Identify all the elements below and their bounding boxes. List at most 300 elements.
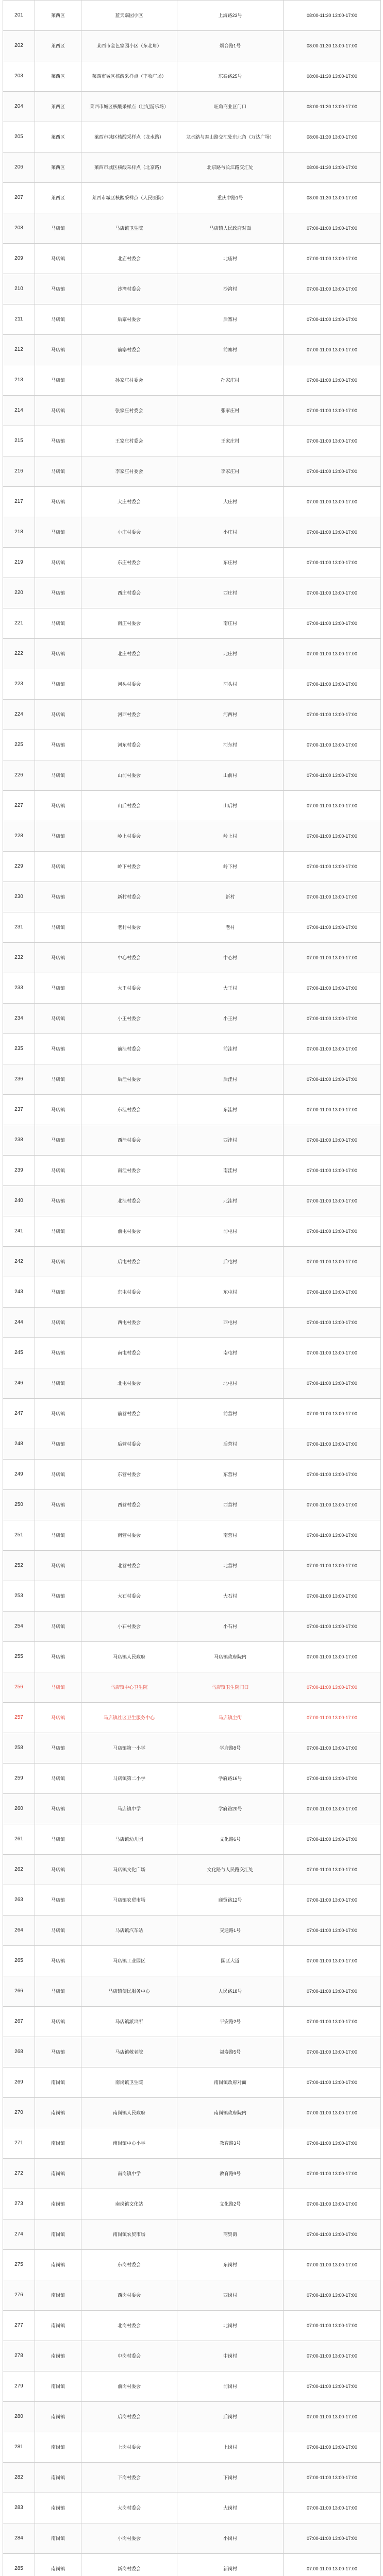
site-name-cell: 小王村委会: [81, 1004, 177, 1034]
district-cell: 马店镇: [35, 1338, 81, 1368]
district-cell: 马店镇: [35, 426, 81, 456]
address-cell: 北营村: [177, 1551, 284, 1581]
hours-cell: 07:00-11:00 13:00-17:00: [284, 760, 381, 791]
address-cell: 下岗村: [177, 2463, 284, 2493]
site-name-cell: 马店镇人民政府: [81, 1642, 177, 1672]
address-cell: 教育路9号: [177, 2159, 284, 2189]
address-cell: 北庙村: [177, 244, 284, 274]
row-number: 237: [3, 1095, 35, 1125]
site-name-cell: 南岗镇中心小学: [81, 2128, 177, 2159]
table-row: [3, 1733, 381, 1764]
table-row: [3, 487, 381, 517]
table-row: [3, 244, 381, 274]
table-row: [3, 1034, 381, 1064]
row-number: 239: [3, 1156, 35, 1186]
address-cell: 上岗村: [177, 2432, 284, 2463]
row-number: 234: [3, 1004, 35, 1034]
table-row: [3, 1764, 381, 1794]
table-row: [3, 2280, 381, 2311]
district-cell: 南岗镇: [35, 2067, 81, 2098]
table-row: [3, 2463, 381, 2493]
sampling-site-table: [3, 0, 380, 2576]
row-number: 217: [3, 487, 35, 517]
hours-cell: 07:00-11:00 13:00-17:00: [284, 1581, 381, 1612]
district-cell: 南岗镇: [35, 2554, 81, 2576]
address-cell: 王家庄村: [177, 426, 284, 456]
district-cell: 马店镇: [35, 1946, 81, 1976]
site-name-cell: 后屯村委会: [81, 1247, 177, 1277]
district-cell: 马店镇: [35, 1004, 81, 1034]
address-cell: 山前村: [177, 760, 284, 791]
hours-cell: 07:00-11:00 13:00-17:00: [284, 487, 381, 517]
row-number: 269: [3, 2067, 35, 2098]
site-name-cell: 马店镇第一小学: [81, 1733, 177, 1764]
row-number: 221: [3, 608, 35, 639]
district-cell: 马店镇: [35, 973, 81, 1004]
address-cell: 东庄村: [177, 548, 284, 578]
row-number: 202: [3, 31, 35, 61]
row-number: 244: [3, 1308, 35, 1338]
address-cell: 商贸路12号: [177, 1885, 284, 1916]
address-cell: 新岗村: [177, 2554, 284, 2576]
row-number: 231: [3, 912, 35, 943]
district-cell: 南岗镇: [35, 2159, 81, 2189]
hours-cell: 07:00-11:00 13:00-17:00: [284, 669, 381, 700]
row-number: 252: [3, 1551, 35, 1581]
hours-cell: 07:00-11:00 13:00-17:00: [284, 730, 381, 760]
district-cell: 南岗镇: [35, 2250, 81, 2280]
address-cell: 孙家庄村: [177, 365, 284, 396]
hours-cell: 07:00-11:00 13:00-17:00: [284, 1368, 381, 1399]
table-row: [3, 1672, 381, 1703]
district-cell: 莱西区: [35, 152, 81, 183]
row-number: 260: [3, 1794, 35, 1824]
row-number: 270: [3, 2098, 35, 2128]
hours-cell: 07:00-11:00 13:00-17:00: [284, 426, 381, 456]
row-number: 211: [3, 304, 35, 335]
site-name-cell: 马店镇文化广场: [81, 1855, 177, 1885]
address-cell: 前寨村: [177, 335, 284, 365]
hours-cell: 07:00-11:00 13:00-17:00: [284, 1460, 381, 1490]
site-name-cell: 西屯村委会: [81, 1308, 177, 1338]
site-name-cell: 蓝天嘉园小区: [81, 1, 177, 31]
district-cell: 马店镇: [35, 304, 81, 335]
site-name-cell: 西岗村委会: [81, 2280, 177, 2311]
address-cell: 商贸街: [177, 2219, 284, 2250]
district-cell: 南岗镇: [35, 2402, 81, 2432]
table-row: [3, 1612, 381, 1642]
site-name-cell: 马店镇中心卫生院: [81, 1672, 177, 1703]
hours-cell: 07:00-11:00 13:00-17:00: [284, 2067, 381, 2098]
hours-cell: 07:00-11:00 13:00-17:00: [284, 1490, 381, 1520]
address-cell: 北庄村: [177, 639, 284, 669]
address-cell: 南营村: [177, 1520, 284, 1551]
table-row: [3, 730, 381, 760]
site-name-cell: 马店镇中学: [81, 1794, 177, 1824]
row-number: 213: [3, 365, 35, 396]
site-name-cell: 后寨村委会: [81, 304, 177, 335]
district-cell: 马店镇: [35, 1095, 81, 1125]
table-row: [3, 92, 381, 122]
table-row: [3, 608, 381, 639]
address-cell: 平安路2号: [177, 2007, 284, 2037]
row-number: 283: [3, 2493, 35, 2523]
table-row: [3, 1824, 381, 1855]
district-cell: 马店镇: [35, 1247, 81, 1277]
hours-cell: 07:00-11:00 13:00-17:00: [284, 2128, 381, 2159]
address-cell: 上海路23号: [177, 1, 284, 31]
district-cell: 南岗镇: [35, 2493, 81, 2523]
site-name-cell: 东屯村委会: [81, 1277, 177, 1308]
address-cell: 重庆中路1号: [177, 183, 284, 213]
district-cell: 马店镇: [35, 1581, 81, 1612]
site-name-cell: 莱西市金色家园小区（东北角）: [81, 31, 177, 61]
table-row: [3, 1581, 381, 1612]
site-name-cell: 小石村委会: [81, 1612, 177, 1642]
district-cell: 马店镇: [35, 1672, 81, 1703]
row-number: 232: [3, 943, 35, 973]
address-cell: 前屯村: [177, 1216, 284, 1247]
site-name-cell: 莱西市城区核酸采样点（龙水路）: [81, 122, 177, 152]
hours-cell: 07:00-11:00 13:00-17:00: [284, 791, 381, 821]
table-row: [3, 821, 381, 852]
site-name-cell: 东岗村委会: [81, 2250, 177, 2280]
district-cell: 南岗镇: [35, 2189, 81, 2219]
address-cell: 马店镇主街: [177, 1703, 284, 1733]
district-cell: 马店镇: [35, 1520, 81, 1551]
hours-cell: 07:00-11:00 13:00-17:00: [284, 396, 381, 426]
row-number: 230: [3, 882, 35, 912]
district-cell: 马店镇: [35, 2037, 81, 2067]
hours-cell: 08:00-11:30 13:00-17:00: [284, 183, 381, 213]
hours-cell: 07:00-11:00 13:00-17:00: [284, 578, 381, 608]
table-row: [3, 760, 381, 791]
address-cell: 学府路16号: [177, 1764, 284, 1794]
site-name-cell: 北庙村委会: [81, 244, 177, 274]
address-cell: 烟台路1号: [177, 31, 284, 61]
site-name-cell: 北营村委会: [81, 1551, 177, 1581]
district-cell: 南岗镇: [35, 2280, 81, 2311]
row-number: 282: [3, 2463, 35, 2493]
address-cell: 李家庄村: [177, 456, 284, 487]
table-row: [3, 2037, 381, 2067]
row-number: 254: [3, 1612, 35, 1642]
table-row: [3, 1399, 381, 1429]
address-cell: 岭下村: [177, 852, 284, 882]
table-row: [3, 700, 381, 730]
district-cell: 马店镇: [35, 821, 81, 852]
address-cell: 大王村: [177, 973, 284, 1004]
row-number: 247: [3, 1399, 35, 1429]
address-cell: 岭上村: [177, 821, 284, 852]
address-cell: 西岗村: [177, 2280, 284, 2311]
site-name-cell: 河西村委会: [81, 700, 177, 730]
row-number: 220: [3, 578, 35, 608]
site-name-cell: 岭上村委会: [81, 821, 177, 852]
address-cell: 西庄村: [177, 578, 284, 608]
table-row: [3, 426, 381, 456]
hours-cell: 07:00-11:00 13:00-17:00: [284, 456, 381, 487]
site-name-cell: 南岗镇人民政府: [81, 2098, 177, 2128]
address-cell: 后寨村: [177, 304, 284, 335]
hours-cell: 07:00-11:00 13:00-17:00: [284, 1976, 381, 2007]
row-number: 271: [3, 2128, 35, 2159]
district-cell: 马店镇: [35, 396, 81, 426]
table-row: [3, 2250, 381, 2280]
district-cell: 莱西区: [35, 183, 81, 213]
table-row: [3, 2159, 381, 2189]
site-name-cell: 莱西市城区核酸采样点（世纪游乐场）: [81, 92, 177, 122]
address-cell: 北洼村: [177, 1186, 284, 1216]
row-number: 215: [3, 426, 35, 456]
district-cell: 马店镇: [35, 1186, 81, 1216]
row-number: 219: [3, 548, 35, 578]
row-number: 278: [3, 2341, 35, 2371]
table-row: [3, 1703, 381, 1733]
hours-cell: 07:00-11:00 13:00-17:00: [284, 1794, 381, 1824]
row-number: 264: [3, 1916, 35, 1946]
site-name-cell: 马店镇第二小学: [81, 1764, 177, 1794]
district-cell: 南岗镇: [35, 2523, 81, 2554]
table-row: [3, 365, 381, 396]
hours-cell: 07:00-11:00 13:00-17:00: [284, 912, 381, 943]
table-row: [3, 852, 381, 882]
district-cell: 马店镇: [35, 1551, 81, 1581]
site-name-cell: 张家庄村委会: [81, 396, 177, 426]
district-cell: 马店镇: [35, 639, 81, 669]
table-row: [3, 639, 381, 669]
site-name-cell: 东洼村委会: [81, 1095, 177, 1125]
row-number: 275: [3, 2250, 35, 2280]
site-name-cell: 后岗村委会: [81, 2402, 177, 2432]
address-cell: 山后村: [177, 791, 284, 821]
table-row: [3, 1308, 381, 1338]
row-number: 262: [3, 1855, 35, 1885]
district-cell: 马店镇: [35, 1399, 81, 1429]
district-cell: 马店镇: [35, 1368, 81, 1399]
hours-cell: 07:00-11:00 13:00-17:00: [284, 1277, 381, 1308]
table-row: [3, 1216, 381, 1247]
address-cell: 河头村: [177, 669, 284, 700]
address-cell: 大岗村: [177, 2493, 284, 2523]
hours-cell: 08:00-11:30 13:00-17:00: [284, 61, 381, 92]
address-cell: 东营村: [177, 1460, 284, 1490]
hours-cell: 07:00-11:00 13:00-17:00: [284, 2341, 381, 2371]
district-cell: 马店镇: [35, 1216, 81, 1247]
address-cell: 前洼村: [177, 1034, 284, 1064]
site-name-cell: 南岗镇卫生院: [81, 2067, 177, 2098]
hours-cell: 07:00-11:00 13:00-17:00: [284, 1612, 381, 1642]
row-number: 273: [3, 2189, 35, 2219]
site-name-cell: 马店镇工业园区: [81, 1946, 177, 1976]
district-cell: 马店镇: [35, 1733, 81, 1764]
hours-cell: 08:00-11:30 13:00-17:00: [284, 92, 381, 122]
table-row: [3, 973, 381, 1004]
site-name-cell: 前洼村委会: [81, 1034, 177, 1064]
hours-cell: 07:00-11:00 13:00-17:00: [284, 1429, 381, 1460]
address-cell: 西营村: [177, 1490, 284, 1520]
district-cell: 马店镇: [35, 669, 81, 700]
table-row: [3, 1247, 381, 1277]
row-number: 277: [3, 2311, 35, 2341]
row-number: 229: [3, 852, 35, 882]
row-number: 218: [3, 517, 35, 548]
row-number: 233: [3, 973, 35, 1004]
hours-cell: 07:00-11:00 13:00-17:00: [284, 1399, 381, 1429]
hours-cell: 07:00-11:00 13:00-17:00: [284, 213, 381, 244]
row-number: 201: [3, 1, 35, 31]
table-row: [3, 2554, 381, 2576]
district-cell: 马店镇: [35, 1460, 81, 1490]
site-name-cell: 河东村委会: [81, 730, 177, 760]
district-cell: 马店镇: [35, 1277, 81, 1308]
address-cell: 南岗镇政府院内: [177, 2098, 284, 2128]
hours-cell: 07:00-11:00 13:00-17:00: [284, 1156, 381, 1186]
site-name-cell: 前岗村委会: [81, 2371, 177, 2402]
district-cell: 南岗镇: [35, 2219, 81, 2250]
site-name-cell: 李家庄村委会: [81, 456, 177, 487]
district-cell: 马店镇: [35, 730, 81, 760]
site-name-cell: 后洼村委会: [81, 1064, 177, 1095]
district-cell: 马店镇: [35, 700, 81, 730]
address-cell: 北岗村: [177, 2311, 284, 2341]
district-cell: 马店镇: [35, 456, 81, 487]
address-cell: 东洼村: [177, 1095, 284, 1125]
row-number: 243: [3, 1277, 35, 1308]
address-cell: 东泰路25号: [177, 61, 284, 92]
table-body: [3, 1, 381, 2576]
hours-cell: 07:00-11:00 13:00-17:00: [284, 2037, 381, 2067]
district-cell: 马店镇: [35, 365, 81, 396]
district-cell: 莱西区: [35, 61, 81, 92]
address-cell: 南屯村: [177, 1338, 284, 1368]
hours-cell: 07:00-11:00 13:00-17:00: [284, 1125, 381, 1156]
table-row: [3, 2493, 381, 2523]
row-number: 216: [3, 456, 35, 487]
table-row: [3, 1976, 381, 2007]
table-row: [3, 152, 381, 183]
address-cell: 北屯村: [177, 1368, 284, 1399]
row-number: 224: [3, 700, 35, 730]
hours-cell: 07:00-11:00 13:00-17:00: [284, 2523, 381, 2554]
district-cell: 马店镇: [35, 487, 81, 517]
hours-cell: 07:00-11:00 13:00-17:00: [284, 2159, 381, 2189]
row-number: 208: [3, 213, 35, 244]
row-number: 206: [3, 152, 35, 183]
address-cell: 东岗村: [177, 2250, 284, 2280]
address-cell: 园区大道: [177, 1946, 284, 1976]
address-cell: 中岗村: [177, 2341, 284, 2371]
district-cell: 马店镇: [35, 852, 81, 882]
site-name-cell: 马店镇汽车站: [81, 1916, 177, 1946]
row-number: 207: [3, 183, 35, 213]
hours-cell: 07:00-11:00 13:00-17:00: [284, 943, 381, 973]
district-cell: 马店镇: [35, 608, 81, 639]
site-name-cell: 马店镇敬老院: [81, 2037, 177, 2067]
site-name-cell: 西庄村委会: [81, 578, 177, 608]
row-number: 259: [3, 1764, 35, 1794]
district-cell: 马店镇: [35, 1429, 81, 1460]
site-name-cell: 岭下村委会: [81, 852, 177, 882]
district-cell: 马店镇: [35, 1916, 81, 1946]
table-row: [3, 1277, 381, 1308]
table-row: [3, 2402, 381, 2432]
table-row: [3, 912, 381, 943]
hours-cell: 07:00-11:00 13:00-17:00: [284, 2432, 381, 2463]
district-cell: 南岗镇: [35, 2128, 81, 2159]
address-cell: 学府路20号: [177, 1794, 284, 1824]
hours-cell: 07:00-11:00 13:00-17:00: [284, 2371, 381, 2402]
table-row: [3, 1946, 381, 1976]
hours-cell: 07:00-11:00 13:00-17:00: [284, 1216, 381, 1247]
hours-cell: 07:00-11:00 13:00-17:00: [284, 1672, 381, 1703]
site-name-cell: 马店镇便民服务中心: [81, 1976, 177, 2007]
district-cell: 马店镇: [35, 1976, 81, 2007]
district-cell: 马店镇: [35, 1125, 81, 1156]
address-cell: 文化路2号: [177, 2189, 284, 2219]
site-name-cell: 马店镇卫生院: [81, 213, 177, 244]
address-cell: 大庄村: [177, 487, 284, 517]
address-cell: 小岗村: [177, 2523, 284, 2554]
row-number: 210: [3, 274, 35, 304]
row-number: 268: [3, 2037, 35, 2067]
district-cell: 马店镇: [35, 791, 81, 821]
row-number: 214: [3, 396, 35, 426]
hours-cell: 07:00-11:00 13:00-17:00: [284, 365, 381, 396]
address-cell: 河东村: [177, 730, 284, 760]
row-number: 238: [3, 1125, 35, 1156]
table-row: [3, 1064, 381, 1095]
hours-cell: 07:00-11:00 13:00-17:00: [284, 1824, 381, 1855]
district-cell: 马店镇: [35, 578, 81, 608]
district-cell: 马店镇: [35, 1034, 81, 1064]
hours-cell: 07:00-11:00 13:00-17:00: [284, 1764, 381, 1794]
address-cell: 北京路与长江路交汇处: [177, 152, 284, 183]
table-row: [3, 1186, 381, 1216]
address-cell: 河西村: [177, 700, 284, 730]
site-name-cell: 河头村委会: [81, 669, 177, 700]
site-name-cell: 小岗村委会: [81, 2523, 177, 2554]
table-row: [3, 578, 381, 608]
site-name-cell: 孙家庄村委会: [81, 365, 177, 396]
address-cell: 教育路3号: [177, 2128, 284, 2159]
hours-cell: 07:00-11:00 13:00-17:00: [284, 1855, 381, 1885]
district-cell: 马店镇: [35, 882, 81, 912]
table-row: [3, 61, 381, 92]
table-row: [3, 396, 381, 426]
table-row: [3, 1916, 381, 1946]
row-number: 285: [3, 2554, 35, 2576]
row-number: 236: [3, 1064, 35, 1095]
row-number: 212: [3, 335, 35, 365]
table-row: [3, 2341, 381, 2371]
site-name-cell: 山前村委会: [81, 760, 177, 791]
table-row: [3, 1338, 381, 1368]
table-row: [3, 1004, 381, 1034]
hours-cell: 08:00-11:30 13:00-17:00: [284, 31, 381, 61]
hours-cell: 07:00-11:00 13:00-17:00: [284, 1703, 381, 1733]
site-name-cell: 后营村委会: [81, 1429, 177, 1460]
hours-cell: 07:00-11:00 13:00-17:00: [284, 244, 381, 274]
district-cell: 南岗镇: [35, 2463, 81, 2493]
site-table: [3, 0, 381, 2576]
district-cell: 马店镇: [35, 1824, 81, 1855]
site-name-cell: 西营村委会: [81, 1490, 177, 1520]
table-row: [3, 791, 381, 821]
table-row: [3, 335, 381, 365]
table-row: [3, 456, 381, 487]
district-cell: 马店镇: [35, 1064, 81, 1095]
